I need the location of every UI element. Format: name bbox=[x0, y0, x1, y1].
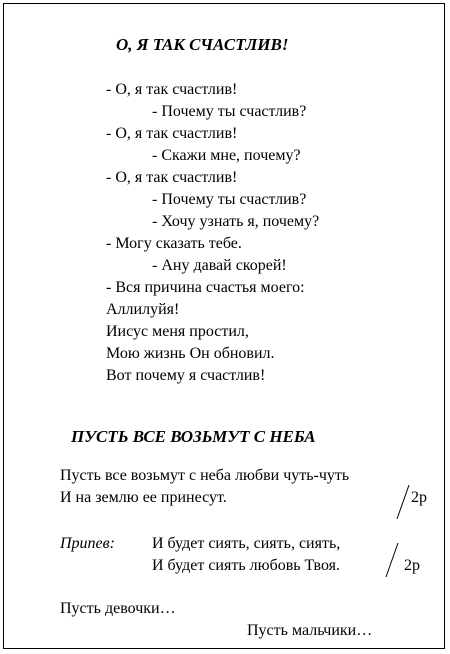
ending-line: Пусть девочки… bbox=[60, 600, 176, 617]
repeat-mark: 2р bbox=[404, 557, 420, 574]
song1-title: О, Я ТАК СЧАСТЛИВ! bbox=[116, 35, 289, 54]
verse-line: И на землю ее принесут. bbox=[60, 489, 227, 506]
lyric-line: Вот почему я счастлив! bbox=[106, 367, 266, 384]
repeat-bracket bbox=[385, 542, 399, 578]
lyric-line: - Могу сказать тебе. bbox=[106, 235, 242, 252]
lyric-line: - О, я так счастлив! bbox=[106, 81, 238, 98]
lyric-line: Аллилуйя! bbox=[106, 301, 180, 318]
lyric-line: - Почему ты счастлив? bbox=[152, 191, 307, 208]
verse-line: Пусть все возьмут с неба любви чуть-чуть bbox=[60, 467, 350, 484]
repeat-mark: 2р bbox=[411, 489, 427, 506]
repeat-bracket bbox=[396, 484, 410, 520]
chorus-line: И будет сиять любовь Твоя. bbox=[152, 557, 341, 574]
chorus-line: И будет сиять, сиять, сиять, bbox=[152, 535, 341, 552]
lyric-line: Иисус меня простил, bbox=[106, 323, 249, 340]
lyric-line: Мою жизнь Он обновил. bbox=[106, 345, 275, 362]
lyric-line: - Ану давай скорей! bbox=[152, 257, 287, 274]
lyric-line: - О, я так счастлив! bbox=[106, 125, 238, 142]
lyric-line: - Почему ты счастлив? bbox=[152, 103, 307, 120]
lyric-line: - О, я так счастлив! bbox=[106, 169, 238, 186]
lyric-line: - Хочу узнать я, почему? bbox=[152, 213, 320, 230]
chorus-label: Припев: bbox=[60, 535, 115, 552]
lyric-line: - Скажи мне, почему? bbox=[152, 147, 301, 164]
ending-line: Пусть мальчики… bbox=[247, 622, 373, 639]
lyric-line: - Вся причина счастья моего: bbox=[106, 279, 305, 296]
song2-title: ПУСТЬ ВСЕ ВОЗЬМУТ С НЕБА bbox=[71, 427, 316, 446]
